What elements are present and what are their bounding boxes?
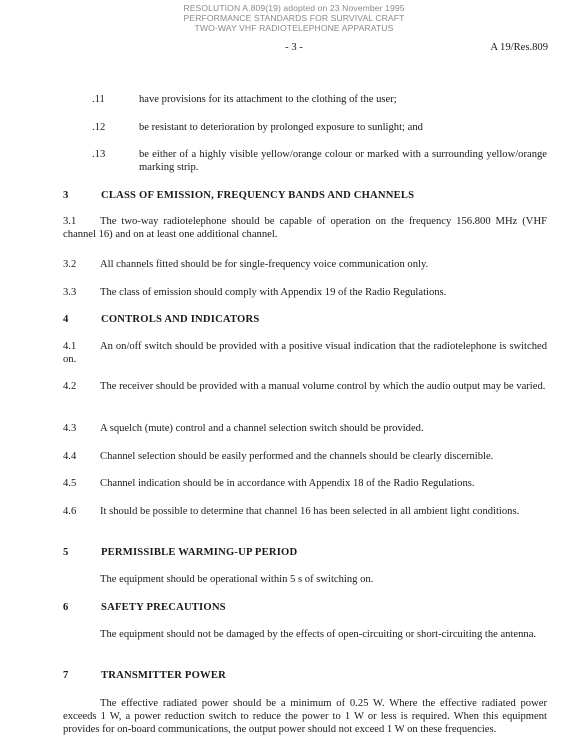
paragraph-number: 4.6 (63, 506, 77, 517)
paragraph-number: 3.2 (63, 259, 77, 270)
paragraph-text: The class of emission should comply with Appendix 19 of the Radio Regulations. (100, 287, 447, 298)
paragraph-text: An on/off switch should be provided with a positive visual indication that the radiotelephone is switched on. (63, 341, 547, 365)
section-number: 4 (63, 314, 69, 325)
paragraph-text: Channel selection should be easily performed and the channels should be clearly discernible. (100, 451, 494, 462)
list-item-text: be either of a highly visible yellow/orange colour or marked with a surrounding yellow/orange marking strip. (139, 149, 547, 173)
paragraph-number: 3.1 (63, 216, 77, 227)
stamp-line: TWO-WAY VHF RADIOTELEPHONE APPARATUS (194, 23, 394, 33)
paragraph (63, 422, 547, 435)
section-title: CLASS OF EMISSION, FREQUENCY BANDS AND CHANNELS (101, 190, 415, 201)
paragraph-text: The effective radiated power should be a minimum of 0.25 W. Where the effective radiated power exceeds 1 W, a power reduction switch to reduce the power to 1 W or less is required. When this equipment provides for on-board communications, the output power should not exceed 1 W on these frequencies. (63, 698, 547, 735)
paragraph-text: The two-way radiotelephone should be capable of operation on the frequency 156.800 MHz (VHF channel 16) and on at least one additional channel. (63, 216, 547, 240)
paragraph (63, 286, 547, 299)
paragraph-text: Channel indication should be in accordance with Appendix 18 of the Radio Regulations. (100, 478, 475, 489)
list-item-number: .12 (92, 122, 106, 133)
paragraph-text: The receiver should be provided with a manual volume control by which the audio output may be varied. (100, 381, 546, 392)
paragraph-text: The equipment should be operational within 5 s of switching on. (100, 574, 374, 585)
section-title: SAFETY PRECAUTIONS (101, 602, 226, 613)
paragraph-text: The equipment should not be damaged by the effects of open-circuiting or short-circuiting the antenna. (100, 629, 537, 640)
paragraph (63, 258, 547, 271)
paragraph-text: It should be possible to determine that channel 16 has been selected in all ambient light conditions. (100, 506, 520, 517)
section-number: 3 (63, 190, 69, 201)
section-number: 6 (63, 602, 69, 613)
list-item-text: be resistant to deterioration by prolonged exposure to sunlight; and (139, 122, 423, 133)
section-number: 5 (63, 547, 69, 558)
paragraph-number: 3.3 (63, 287, 77, 298)
paragraph (63, 505, 547, 518)
paragraph-number: 4.5 (63, 478, 77, 489)
section-title: PERMISSIBLE WARMING-UP PERIOD (101, 547, 298, 558)
stamp-line: RESOLUTION A.809(19) adopted on 23 November 1995 (183, 3, 405, 13)
paragraph (63, 215, 547, 241)
paragraph (63, 380, 547, 393)
paragraph (63, 450, 547, 463)
section-title: CONTROLS AND INDICATORS (101, 314, 260, 325)
list-item-text: have provisions for its attachment to the clothing of the user; (139, 94, 397, 105)
paragraph (63, 340, 547, 366)
paragraph-number: 4.4 (63, 451, 77, 462)
section-title: TRANSMITTER POWER (101, 670, 226, 681)
header-stamp (0, 3, 588, 33)
paragraph (63, 477, 547, 490)
paragraph-text: A squelch (mute) control and a channel selection switch should be provided. (100, 423, 424, 434)
section-number: 7 (63, 670, 69, 681)
list-item-number: .13 (92, 149, 106, 160)
stamp-line: PERFORMANCE STANDARDS FOR SURVIVAL CRAFT (183, 13, 405, 23)
list-item-number: .11 (92, 94, 105, 105)
paragraph-number: 4.1 (63, 341, 77, 352)
page-number: - 3 - (285, 42, 303, 53)
document-reference: A 19/Res.809 (490, 42, 548, 53)
paragraph-number: 4.3 (63, 423, 77, 434)
paragraph-number: 4.2 (63, 381, 77, 392)
paragraph-text: All channels fitted should be for single-frequency voice communication only. (100, 259, 429, 270)
